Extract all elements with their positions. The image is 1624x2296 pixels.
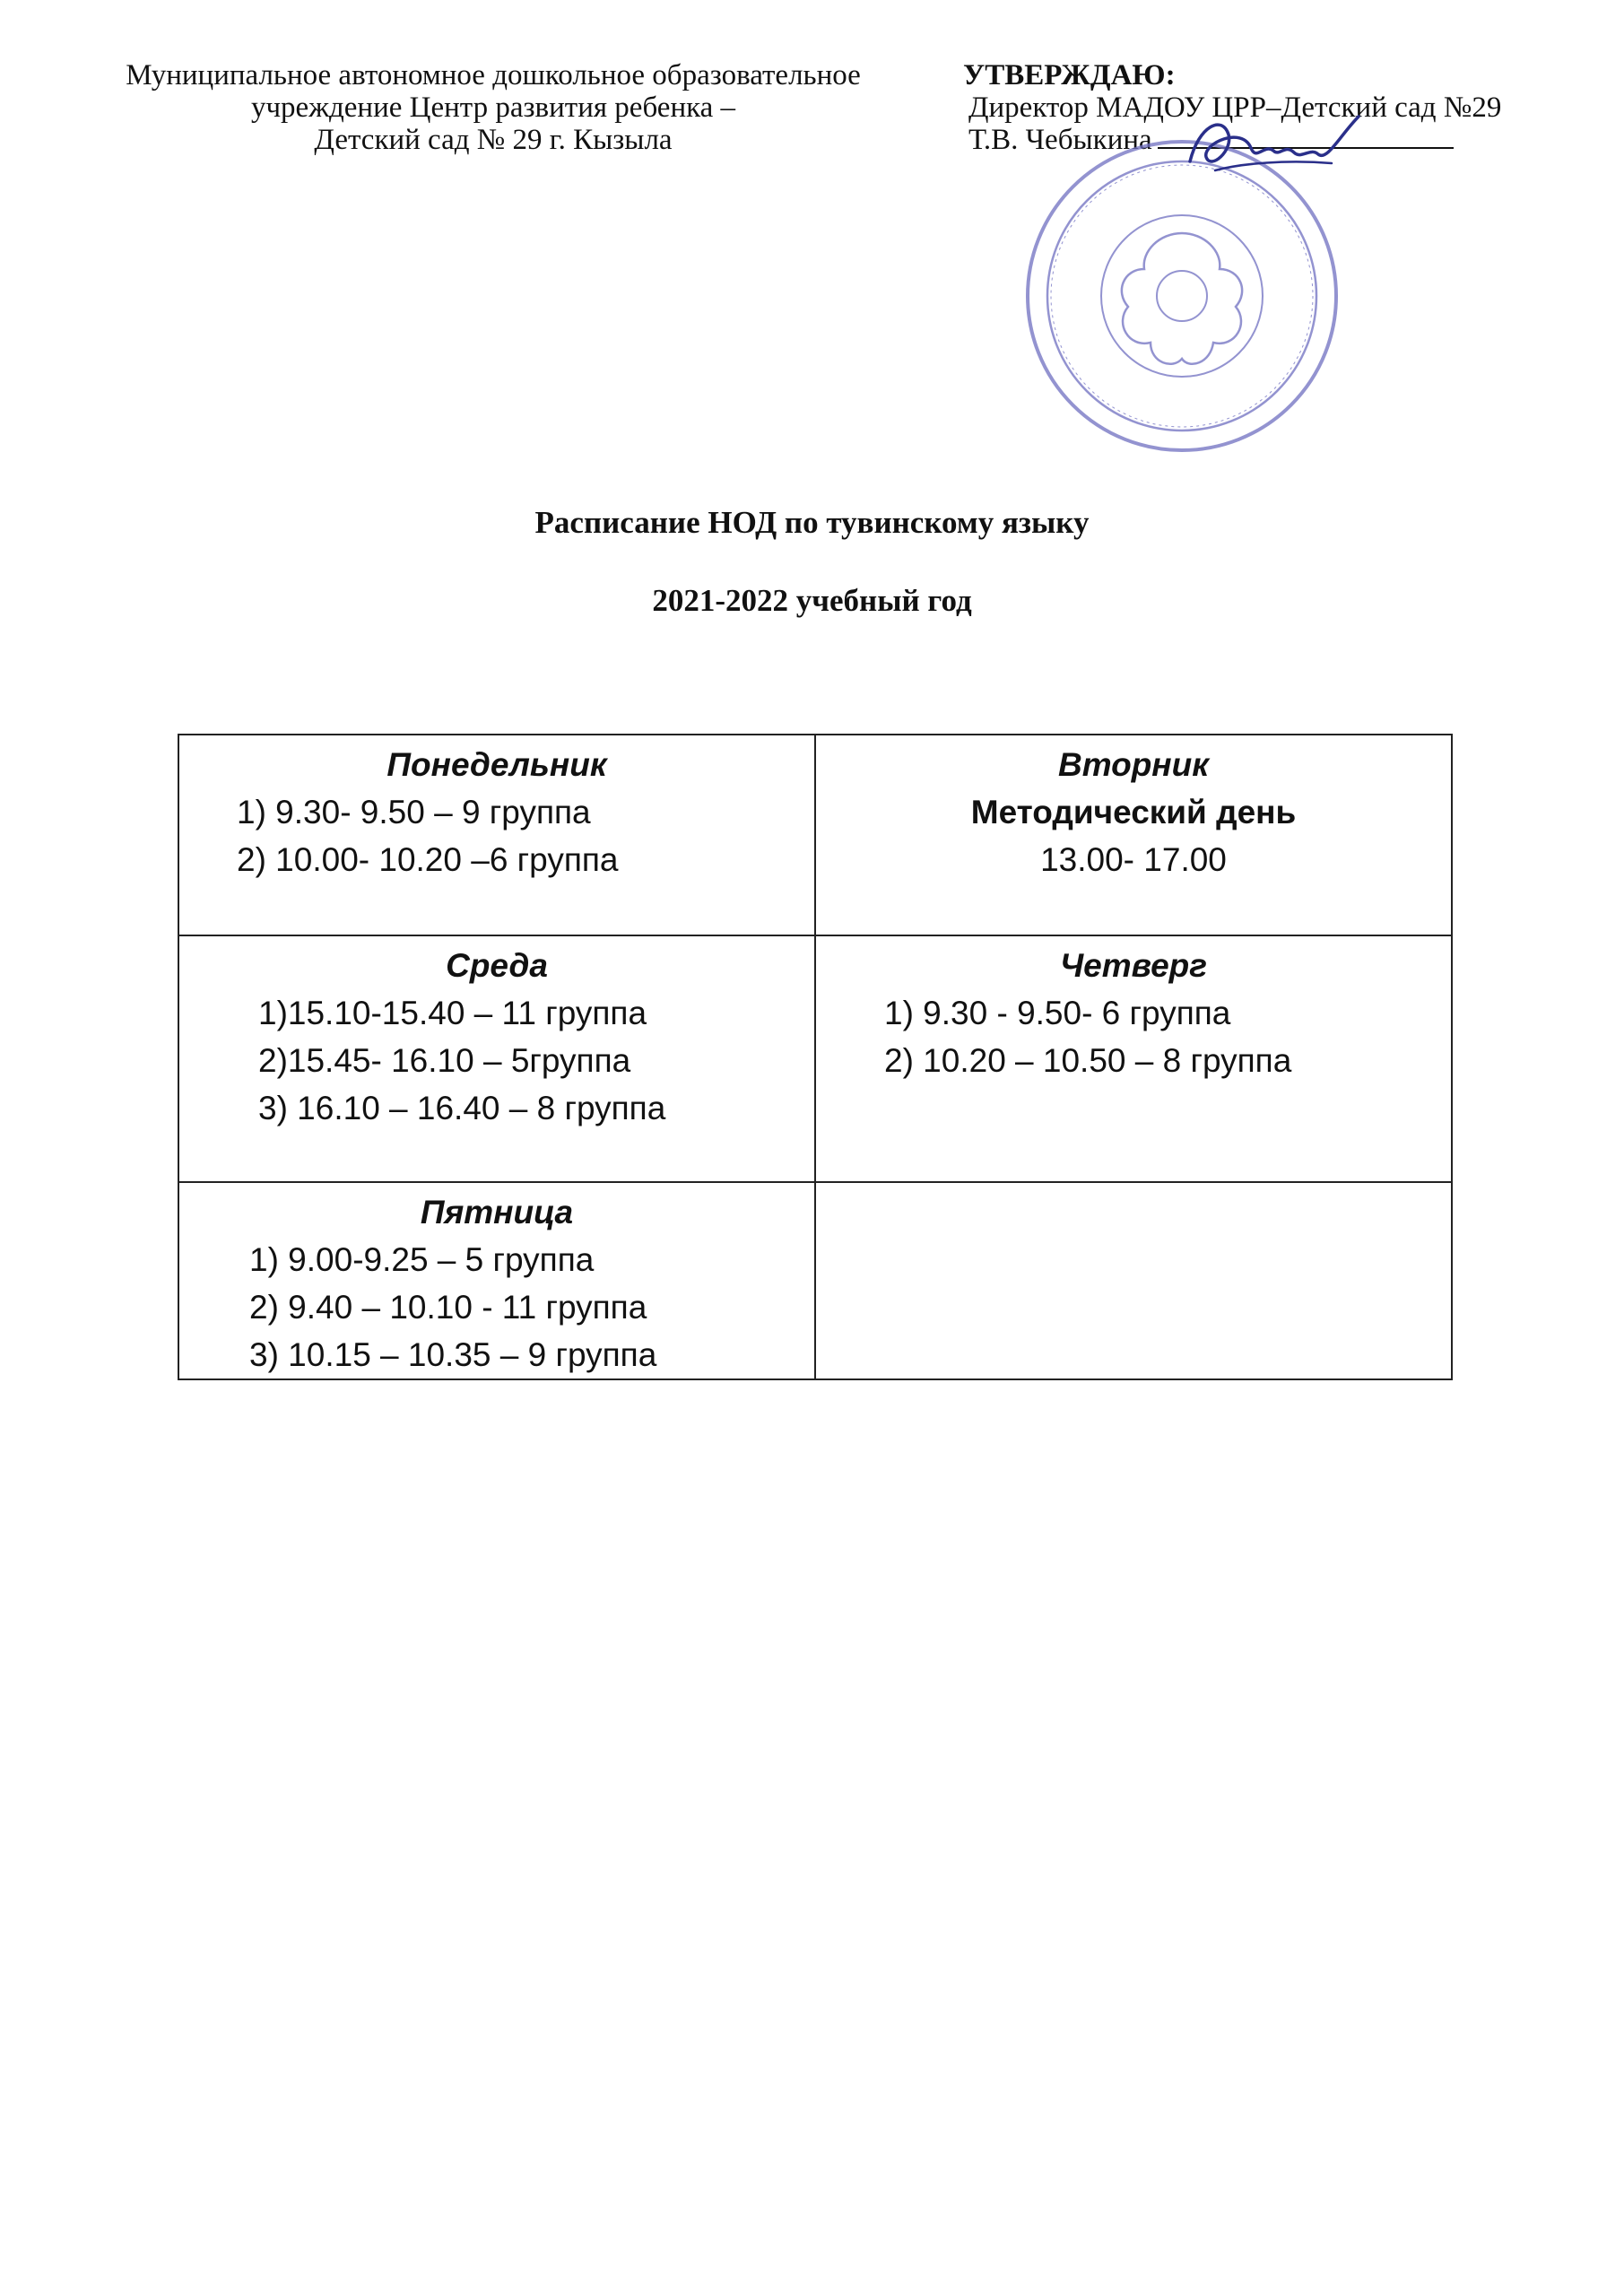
organization-header — [54, 59, 933, 156]
director-name: Т.В. Чебыкина — [968, 124, 1152, 156]
thursday-item-1: 1) 9.30 - 9.50- 6 группа — [884, 995, 1231, 1031]
table-row — [178, 1182, 1452, 1379]
wednesday-item-3: 3) 16.10 – 16.40 – 8 группа — [258, 1090, 666, 1126]
day-friday: Пятница — [420, 1194, 574, 1231]
schedule-table — [178, 734, 1453, 1380]
day-wednesday: Среда — [446, 947, 548, 984]
director-position: Директор МАДОУ ЦРР–Детский сад №29 — [968, 91, 1502, 124]
friday-item-1: 1) 9.00-9.25 – 5 группа — [249, 1241, 595, 1278]
org-line-3: Детский сад № 29 г. Кызыла — [314, 124, 673, 156]
friday-cell — [178, 1182, 815, 1379]
friday-item-2: 2) 9.40 – 10.10 - 11 группа — [249, 1289, 647, 1326]
thursday-item-2: 2) 10.20 – 10.50 – 8 группа — [884, 1042, 1292, 1079]
monday-item-1: 1) 9.30- 9.50 – 9 группа — [237, 794, 591, 831]
org-line-2: учреждение Центр развития ребенка – — [250, 91, 736, 124]
table-row — [178, 735, 1452, 935]
table-row — [178, 935, 1452, 1182]
director-signature — [1179, 108, 1368, 193]
wednesday-item-2: 2)15.45- 16.10 – 5группа — [258, 1042, 631, 1079]
tuesday-note: Методический день — [970, 794, 1297, 831]
day-monday: Понедельник — [386, 746, 607, 783]
tuesday-time: 13.00- 17.00 — [1040, 841, 1227, 878]
wednesday-cell — [178, 935, 815, 1182]
friday-item-3: 3) 10.15 – 10.35 – 9 группа — [249, 1336, 657, 1373]
day-tuesday: Вторник — [1057, 746, 1210, 783]
monday-item-2: 2) 10.00- 10.20 –6 группа — [237, 841, 619, 878]
empty-cell — [815, 1182, 1452, 1379]
document-title: Расписание НОД по тувинскому языку — [534, 505, 1090, 540]
approval-title: УТВЕРЖДАЮ: — [963, 59, 1176, 91]
org-line-1: Муниципальное автономное дошкольное образовательное — [126, 59, 861, 91]
wednesday-item-1: 1)15.10-15.40 – 11 группа — [258, 995, 647, 1031]
day-thursday: Четверг — [1059, 947, 1208, 984]
academic-year: 2021-2022 учебный год — [652, 583, 972, 618]
monday-cell — [178, 735, 815, 935]
tuesday-cell — [815, 735, 1452, 935]
thursday-cell — [815, 935, 1452, 1182]
